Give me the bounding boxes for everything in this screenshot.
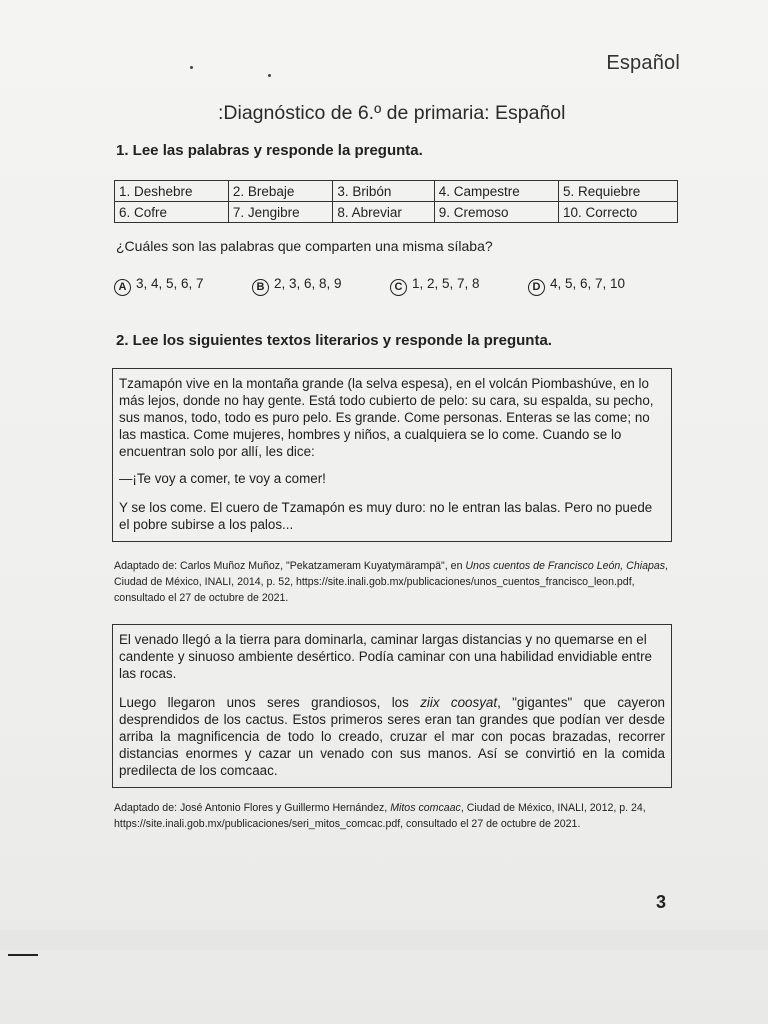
option-c-text: 1, 2, 5, 7, 8 <box>412 276 480 291</box>
source-citation-2 <box>114 800 676 832</box>
subject-header: Español <box>606 52 680 74</box>
reading-1-paragraph-3: Y se los come. El cuero de Tzamapón es muy duro: no le entran las balas. Pero no puede el pobre subirse a los palos... <box>119 500 653 532</box>
option-a[interactable] <box>114 276 204 296</box>
word-cell: 10. Correcto <box>558 202 677 223</box>
reading-2-paragraph-1: El venado llegó a la tierra para dominarla, caminar largas distancias y no quemarse en el candente y sinuoso ambiente desértico. Podía caminar con una habilidad envidiable entre las rocas. <box>119 632 652 681</box>
page-title: :Diagnóstico de 6.º de primaria: Español <box>218 102 566 124</box>
scan-speck <box>190 66 193 69</box>
reading-2-paragraph-2 <box>119 694 665 779</box>
scan-speck <box>268 74 271 77</box>
reading-2-paragraph-2-start: Luego llegaron unos seres grandiosos, los <box>119 695 421 710</box>
option-d-bubble[interactable]: D <box>528 279 545 296</box>
option-b-bubble[interactable]: B <box>252 279 269 296</box>
word-cell: 7. Jengibre <box>228 202 333 223</box>
reading-box-2 <box>112 624 672 788</box>
word-cell: 5. Requiebre <box>558 181 677 202</box>
word-table <box>114 180 678 223</box>
reading-1-paragraph-1: Tzamapón vive en la montaña grande (la selva espesa), en el volcán Piombashúve, en lo más lejos, donde no hay gente. Está todo cubierto de pelo: su cara, su espalda, su pecho, sus manos, todo, todo es puro pelo. Es grande. Come personas. Enteras se las come; no las mastica. Come mujeres, hombres y niños, a cualquiera se lo come. Cuando se lo encuentran solo por allí, les dice: <box>119 376 654 459</box>
reading-box-1 <box>112 368 672 542</box>
scan-mark <box>8 954 38 956</box>
word-cell: 6. Cofre <box>115 202 229 223</box>
option-a-text: 3, 4, 5, 6, 7 <box>136 276 204 291</box>
citation-1-suffix: , Ciudad de México, INALI, 2014, p. 52, https://site.inali.gob.mx/publicaciones/unos_cuentos_francisco_leon.pdf, consultado el 27 de octubre de 2021. <box>114 560 668 604</box>
question-2-heading: 2. Lee los siguientes textos literarios y responde la pregunta. <box>116 332 552 349</box>
source-citation-1 <box>114 558 676 606</box>
word-cell: 3. Bribón <box>333 181 434 202</box>
question-1-heading: 1. Lee las palabras y responde la pregunta. <box>116 142 423 159</box>
option-c-bubble[interactable]: C <box>390 279 407 296</box>
reading-1-paragraph-2: —¡Te voy a comer, te voy a comer! <box>119 471 326 486</box>
option-d[interactable] <box>528 276 625 296</box>
table-row <box>115 181 678 202</box>
scan-shadow-band <box>0 930 768 950</box>
citation-1-prefix: Adaptado de: Carlos Muñoz Muñoz, "Pekatzameram Kuyatymärampä", en <box>114 560 466 572</box>
word-cell: 1. Deshebre <box>115 181 229 202</box>
page-number: 3 <box>656 892 667 912</box>
word-cell: 2. Brebaje <box>228 181 333 202</box>
reading-2-paragraph-2-end: , "gigantes" que cayeron desprendidos de los cactus. Estos primeros seres eran tan grandes que podían ver desde arriba la magnificencia de todo lo creado, cruzar el mar con pocas brazadas, recorrer distancias enormes y cazar un venado con sus manos. Así se convirtió en la comida predilecta de los comcaac. <box>119 695 665 778</box>
citation-2-book-title: Mitos comcaac <box>390 802 461 814</box>
option-a-bubble[interactable]: A <box>114 279 131 296</box>
word-cell: 8. Abreviar <box>333 202 434 223</box>
word-cell: 4. Campestre <box>434 181 558 202</box>
reading-2-term: ziix coosyat <box>420 695 498 710</box>
table-row <box>115 202 678 223</box>
question-1-prompt: ¿Cuáles son las palabras que comparten una misma sílaba? <box>116 238 493 254</box>
citation-2-prefix: Adaptado de: José Antonio Flores y Guillermo Hernández, <box>114 802 391 814</box>
option-b[interactable] <box>252 276 342 296</box>
word-cell: 9. Cremoso <box>434 202 558 223</box>
citation-1-book-title: Unos cuentos de Francisco León, Chiapas <box>465 560 666 572</box>
option-b-text: 2, 3, 6, 8, 9 <box>274 276 342 291</box>
option-d-text: 4, 5, 6, 7, 10 <box>550 276 626 291</box>
option-c[interactable] <box>390 276 480 296</box>
citation-2-suffix: , Ciudad de México, INALI, 2012, p. 24, https://site.inali.gob.mx/publicaciones/seri_mitos_comcac.pdf, consultado el 27 de octubre de 2021. <box>114 802 646 830</box>
